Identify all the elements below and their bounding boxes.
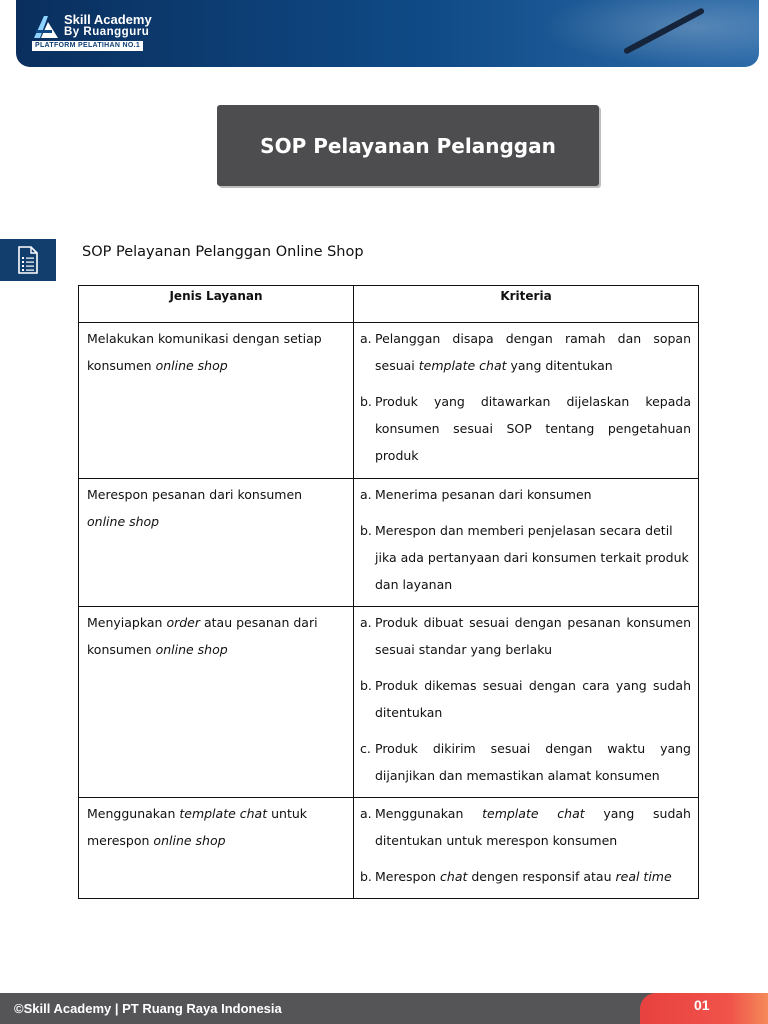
skill-academy-logo-icon bbox=[32, 14, 60, 40]
criteria-item bbox=[360, 800, 691, 854]
table-row bbox=[79, 479, 699, 607]
page-title: SOP Pelayanan Pelanggan bbox=[260, 133, 556, 158]
header-banner bbox=[16, 0, 759, 67]
column-header-service: Jenis Layanan bbox=[79, 286, 354, 323]
criteria-cell bbox=[354, 479, 699, 607]
service-text: Melakukan komunikasi dengan setiap konsumen bbox=[87, 331, 322, 373]
service-cell bbox=[79, 607, 354, 798]
criteria-marker: a. bbox=[360, 806, 372, 821]
criteria-item bbox=[360, 672, 691, 726]
criteria-item bbox=[360, 735, 691, 789]
criteria-text: Pelanggan disapa dengan ramah dan sopan sesuai template chat yang ditentukan bbox=[375, 331, 691, 373]
service-text: untuk merespon bbox=[87, 806, 308, 848]
criteria-text: Produk dibuat sesuai dengan pesanan konsumen sesuai standar yang berlaku bbox=[375, 615, 691, 657]
column-header-criteria: Kriteria bbox=[354, 286, 699, 323]
service-text-italic: online shop bbox=[155, 642, 228, 657]
service-cell bbox=[79, 323, 354, 479]
criteria-marker: b. bbox=[360, 678, 372, 693]
table-row bbox=[79, 798, 699, 899]
criteria-marker: b. bbox=[360, 394, 372, 409]
criteria-marker: b. bbox=[360, 869, 372, 884]
criteria-marker: a. bbox=[360, 487, 372, 502]
criteria-item bbox=[360, 325, 691, 379]
service-text-italic: order bbox=[166, 615, 200, 630]
service-text-italic: online shop bbox=[155, 358, 228, 373]
service-cell bbox=[79, 479, 354, 607]
brand-logo bbox=[32, 14, 152, 40]
criteria-text: Produk dikemas sesuai dengan cara yang sudah ditentukan bbox=[375, 678, 691, 720]
criteria-cell bbox=[354, 323, 699, 479]
page-number: 01 bbox=[694, 997, 710, 1013]
service-text: Merespon pesanan dari konsumen bbox=[87, 487, 303, 502]
document-icon bbox=[17, 246, 39, 274]
section-heading: SOP Pelayanan Pelanggan Online Shop bbox=[82, 244, 364, 260]
criteria-text: Produk yang ditawarkan dijelaskan kepada konsumen sesuai SOP tentang pengetahuan produk bbox=[375, 394, 691, 463]
table-row bbox=[79, 323, 699, 479]
service-text-italic: template chat bbox=[179, 806, 268, 821]
brand-badge: PLATFORM PELATIHAN NO.1 bbox=[32, 41, 143, 51]
page-title-box bbox=[217, 105, 599, 186]
footer-copyright: ©Skill Academy | PT Ruang Raya Indonesia bbox=[14, 1001, 282, 1016]
criteria-marker: a. bbox=[360, 331, 372, 346]
criteria-item bbox=[360, 481, 691, 508]
criteria-item bbox=[360, 388, 691, 469]
service-text: atau pesanan dari konsumen bbox=[87, 615, 318, 657]
criteria-cell bbox=[354, 798, 699, 899]
criteria-text: Produk dikirim sesuai dengan waktu yang dijanjikan dan memastikan alamat konsumen bbox=[375, 741, 691, 783]
service-text-italic: online shop bbox=[153, 833, 226, 848]
service-text-italic: online shop bbox=[87, 514, 160, 529]
service-cell bbox=[79, 798, 354, 899]
criteria-item bbox=[360, 863, 691, 890]
brand-title: Skill Academy bbox=[64, 12, 152, 27]
criteria-marker: c. bbox=[360, 741, 371, 756]
brand-subtitle: By Ruangguru bbox=[64, 26, 150, 38]
table-header-row bbox=[79, 286, 699, 323]
service-text: Menggunakan bbox=[87, 806, 180, 821]
criteria-text: Merespon chat dengen responsif atau real time bbox=[375, 869, 672, 884]
criteria-text: Merespon dan memberi penjelasan secara detil jika ada pertanyaan dari konsumen terkait produk dan layanan bbox=[375, 523, 689, 592]
criteria-item bbox=[360, 517, 691, 598]
criteria-item bbox=[360, 609, 691, 663]
criteria-text: Menggunakan template chat yang sudah ditentukan untuk merespon konsumen bbox=[375, 806, 691, 848]
criteria-cell bbox=[354, 607, 699, 798]
table-row bbox=[79, 607, 699, 798]
side-tab bbox=[0, 239, 56, 281]
header-decoration bbox=[539, 0, 759, 67]
criteria-marker: b. bbox=[360, 523, 372, 538]
criteria-marker: a. bbox=[360, 615, 372, 630]
sop-table bbox=[78, 285, 699, 899]
criteria-text: Menerima pesanan dari konsumen bbox=[375, 487, 592, 502]
service-text: Menyiapkan bbox=[87, 615, 167, 630]
